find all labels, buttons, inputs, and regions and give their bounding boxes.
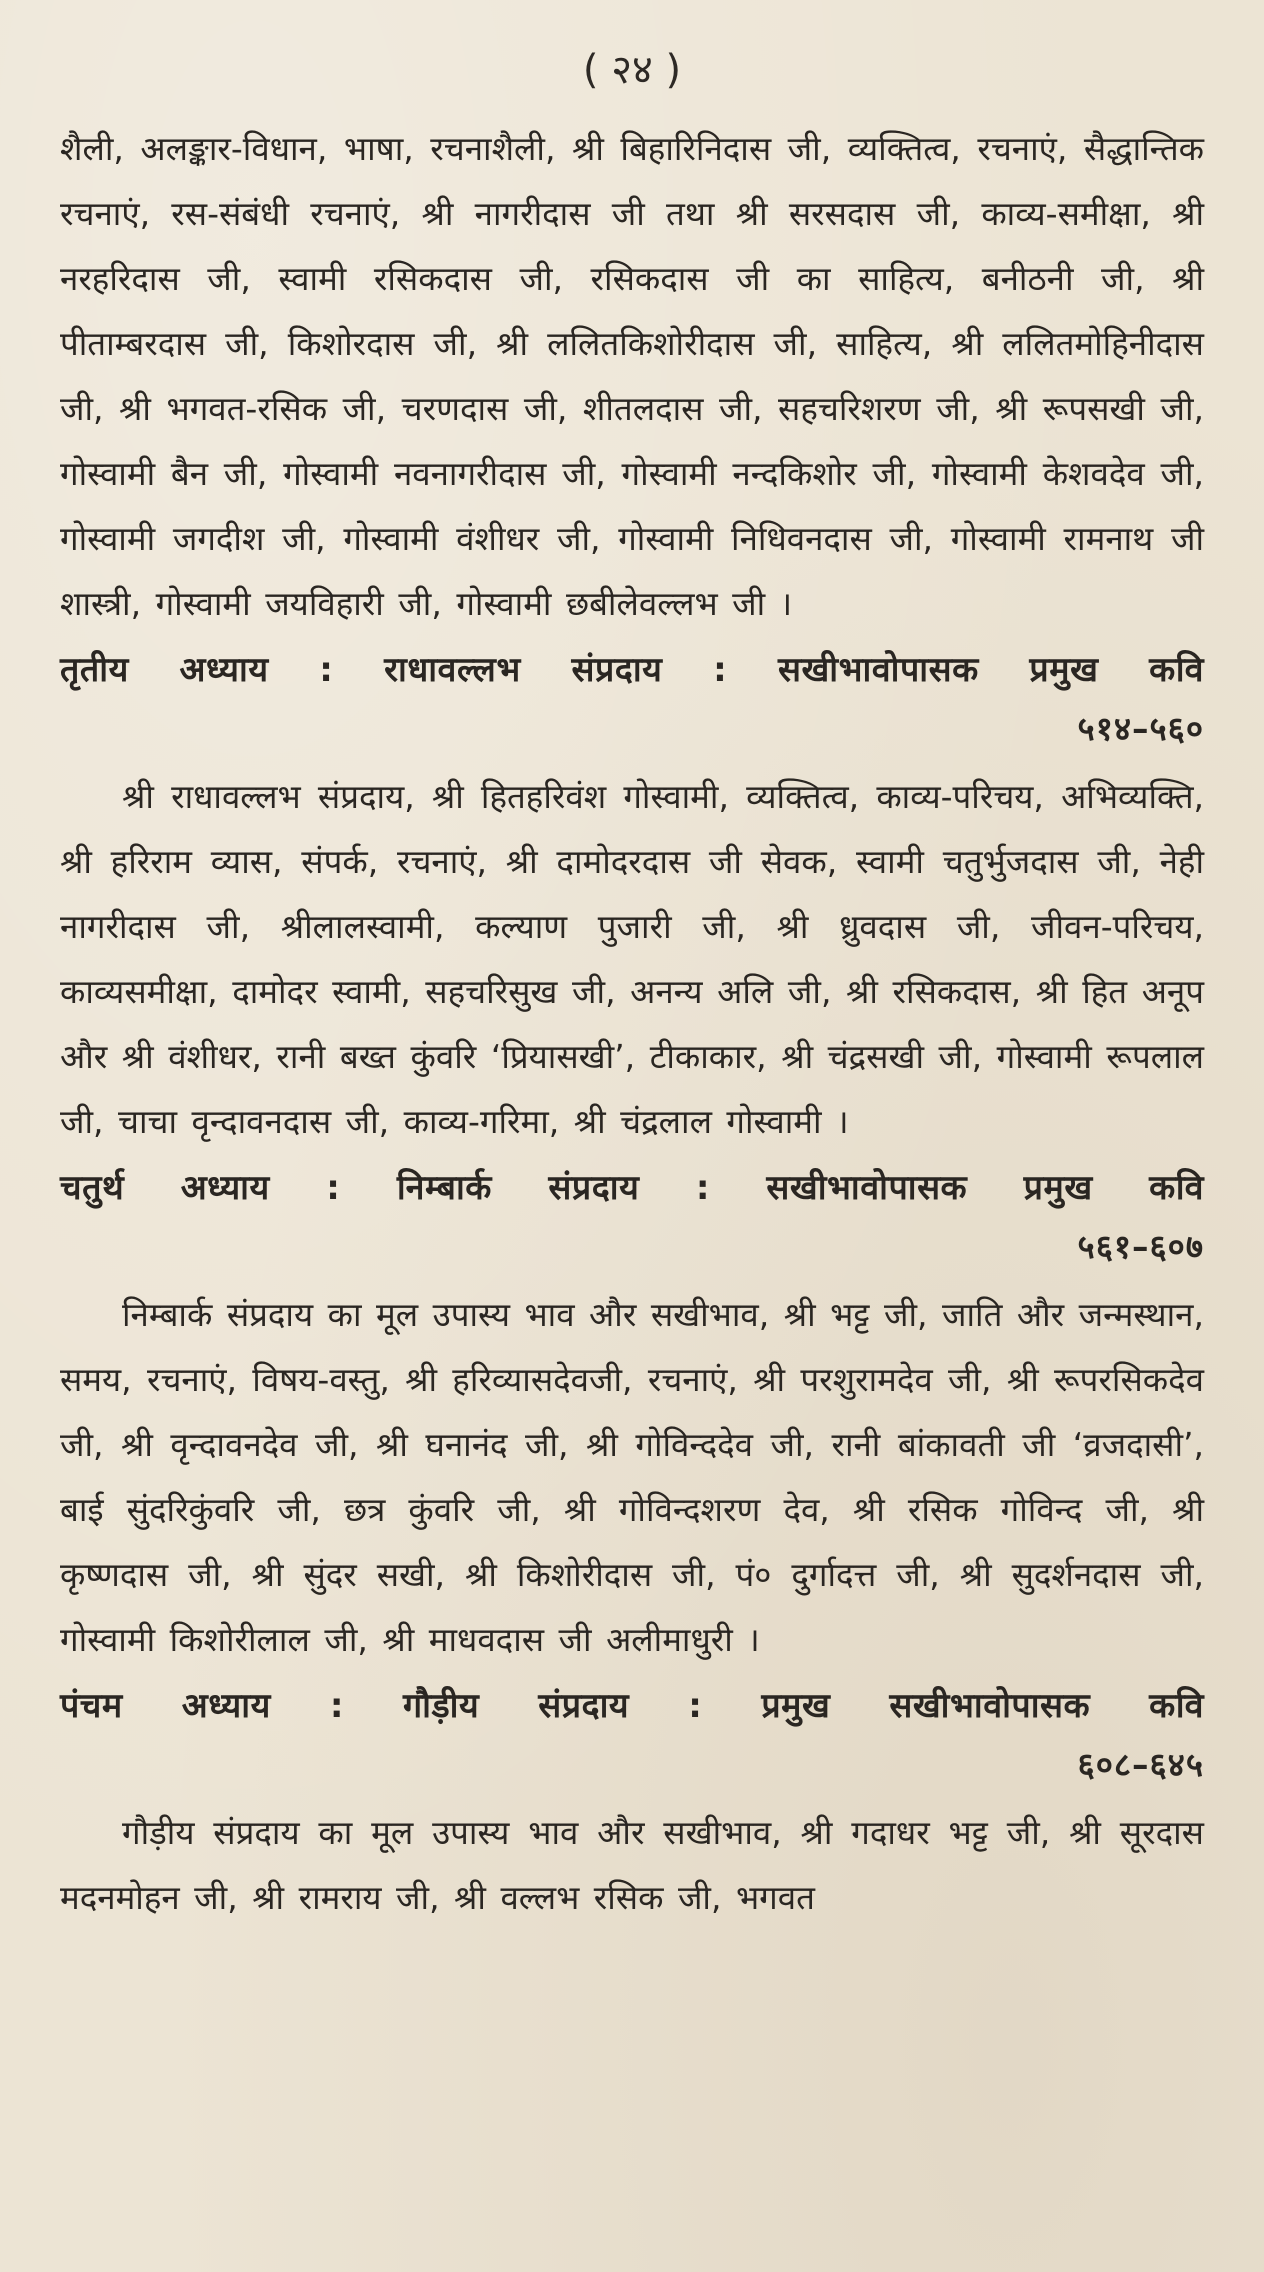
chapter-5-page-range: ६०८–६४५	[1077, 1745, 1204, 1784]
page-number: ( २४ )	[582, 47, 682, 93]
continuation-paragraph: शैली, अलङ्कार-विधान, भाषा, रचनाशैली, श्री बिहारिनिदास जी, व्यक्तित्व, रचनाएं, सैद्धान्तिक रचनाएं, रस-संबंधी रचनाएं, श्री नागरीदास जी तथा श्री सरसदास जी, काव्य-समीक्षा, श्री नरहरिदास जी, स्वामी रसिकदास जी, रसिकदास जी का साहित्य, बनीठनी जी, श्री पीताम्बरदास जी, किशोरदास जी, श्री ललितकिशोरीदास जी, साहित्य, श्री ललितमोहिनीदास जी, श्री भगवत-रसिक जी, चरणदास जी, शीतलदास जी, सहचरिशरण जी, श्री रूपसखी जी, गोस्वामी बैन जी, गोस्वामी नवनागरीदास जी, गोस्वामी नन्दकिशोर जी, गोस्वामी केशवदेव जी, गोस्वामी जगदीश जी, गोस्वामी वंशीधर जी, गोस्वामी निधिवनदास जी, गोस्वामी रामनाथ जी शास्त्री, गोस्वामी जयविहारी जी, गोस्वामी छबीलेवल्लभ जी ।	[60, 129, 1204, 623]
chapter-5-heading: पंचम अध्याय : गौड़ीय संप्रदाय : प्रमुख सखीभावोपासक कवि	[60, 1686, 1204, 1726]
chapter-4-heading: चतुर्थ अध्याय : निम्बार्क संप्रदाय : सखीभावोपासक प्रमुख कवि	[60, 1168, 1204, 1208]
chapter-3-page-range: ५१४–५६०	[1077, 709, 1204, 748]
chapter-5-paragraph: गौड़ीय संप्रदाय का मूल उपास्य भाव और सखीभाव, श्री गदाधर भट्ट जी, श्री सूरदास मदनमोहन जी, श्री रामराय जी, श्री वल्लभ रसिक जी, भगवत	[60, 1813, 1204, 1917]
chapter-3-heading: तृतीय अध्याय : राधावल्लभ संप्रदाय : सखीभावोपासक प्रमुख कवि	[60, 650, 1204, 690]
chapter-4-page-range: ५६१–६०७	[1077, 1227, 1204, 1266]
chapter-3-paragraph: श्री राधावल्लभ संप्रदाय, श्री हितहरिवंश गोस्वामी, व्यक्तित्व, काव्य-परिचय, अभिव्यक्ति, श्री हरिराम व्यास, संपर्क, रचनाएं, श्री दामोदरदास जी सेवक, स्वामी चतुर्भुजदास जी, नेही नागरीदास जी, श्रीलालस्वामी, कल्याण पुजारी जी, श्री ध्रुवदास जी, जीवन-परिचय, काव्यसमीक्षा, दामोदर स्वामी, सहचरिसुख जी, अनन्य अलि जी, श्री रसिकदास, श्री हित अनूप और श्री वंशीधर, रानी बख्त कुंवरि ‘प्रियासखी’, टीकाकार, श्री चंद्रसखी जी, गोस्वामी रूपलाल जी, चाचा वृन्दावनदास जी, काव्य-गरिमा, श्री चंद्रलाल गोस्वामी ।	[60, 777, 1204, 1141]
chapter-4-paragraph: निम्बार्क संप्रदाय का मूल उपास्य भाव और सखीभाव, श्री भट्ट जी, जाति और जन्मस्थान, समय, रचनाएं, विषय-वस्तु, श्री हरिव्यासदेवजी, रचनाएं, श्री परशुरामदेव जी, श्री रूपरसिकदेव जी, श्री वृन्दावनदेव जी, श्री घनानंद जी, श्री गोविन्ददेव जी, रानी बांकावती जी ‘व्रजदासी’, बाई सुंदरिकुंवरि जी, छत्र कुंवरि जी, श्री गोविन्दशरण देव, श्री रसिक गोविन्द जी, श्री कृष्णदास जी, श्री सुंदर सखी, श्री किशोरीदास जी, पं० दुर्गादत्त जी, श्री सुदर्शनदास जी, गोस्वामी किशोरीलाल जी, श्री माधवदास जी अलीमाधुरी ।	[60, 1295, 1204, 1659]
